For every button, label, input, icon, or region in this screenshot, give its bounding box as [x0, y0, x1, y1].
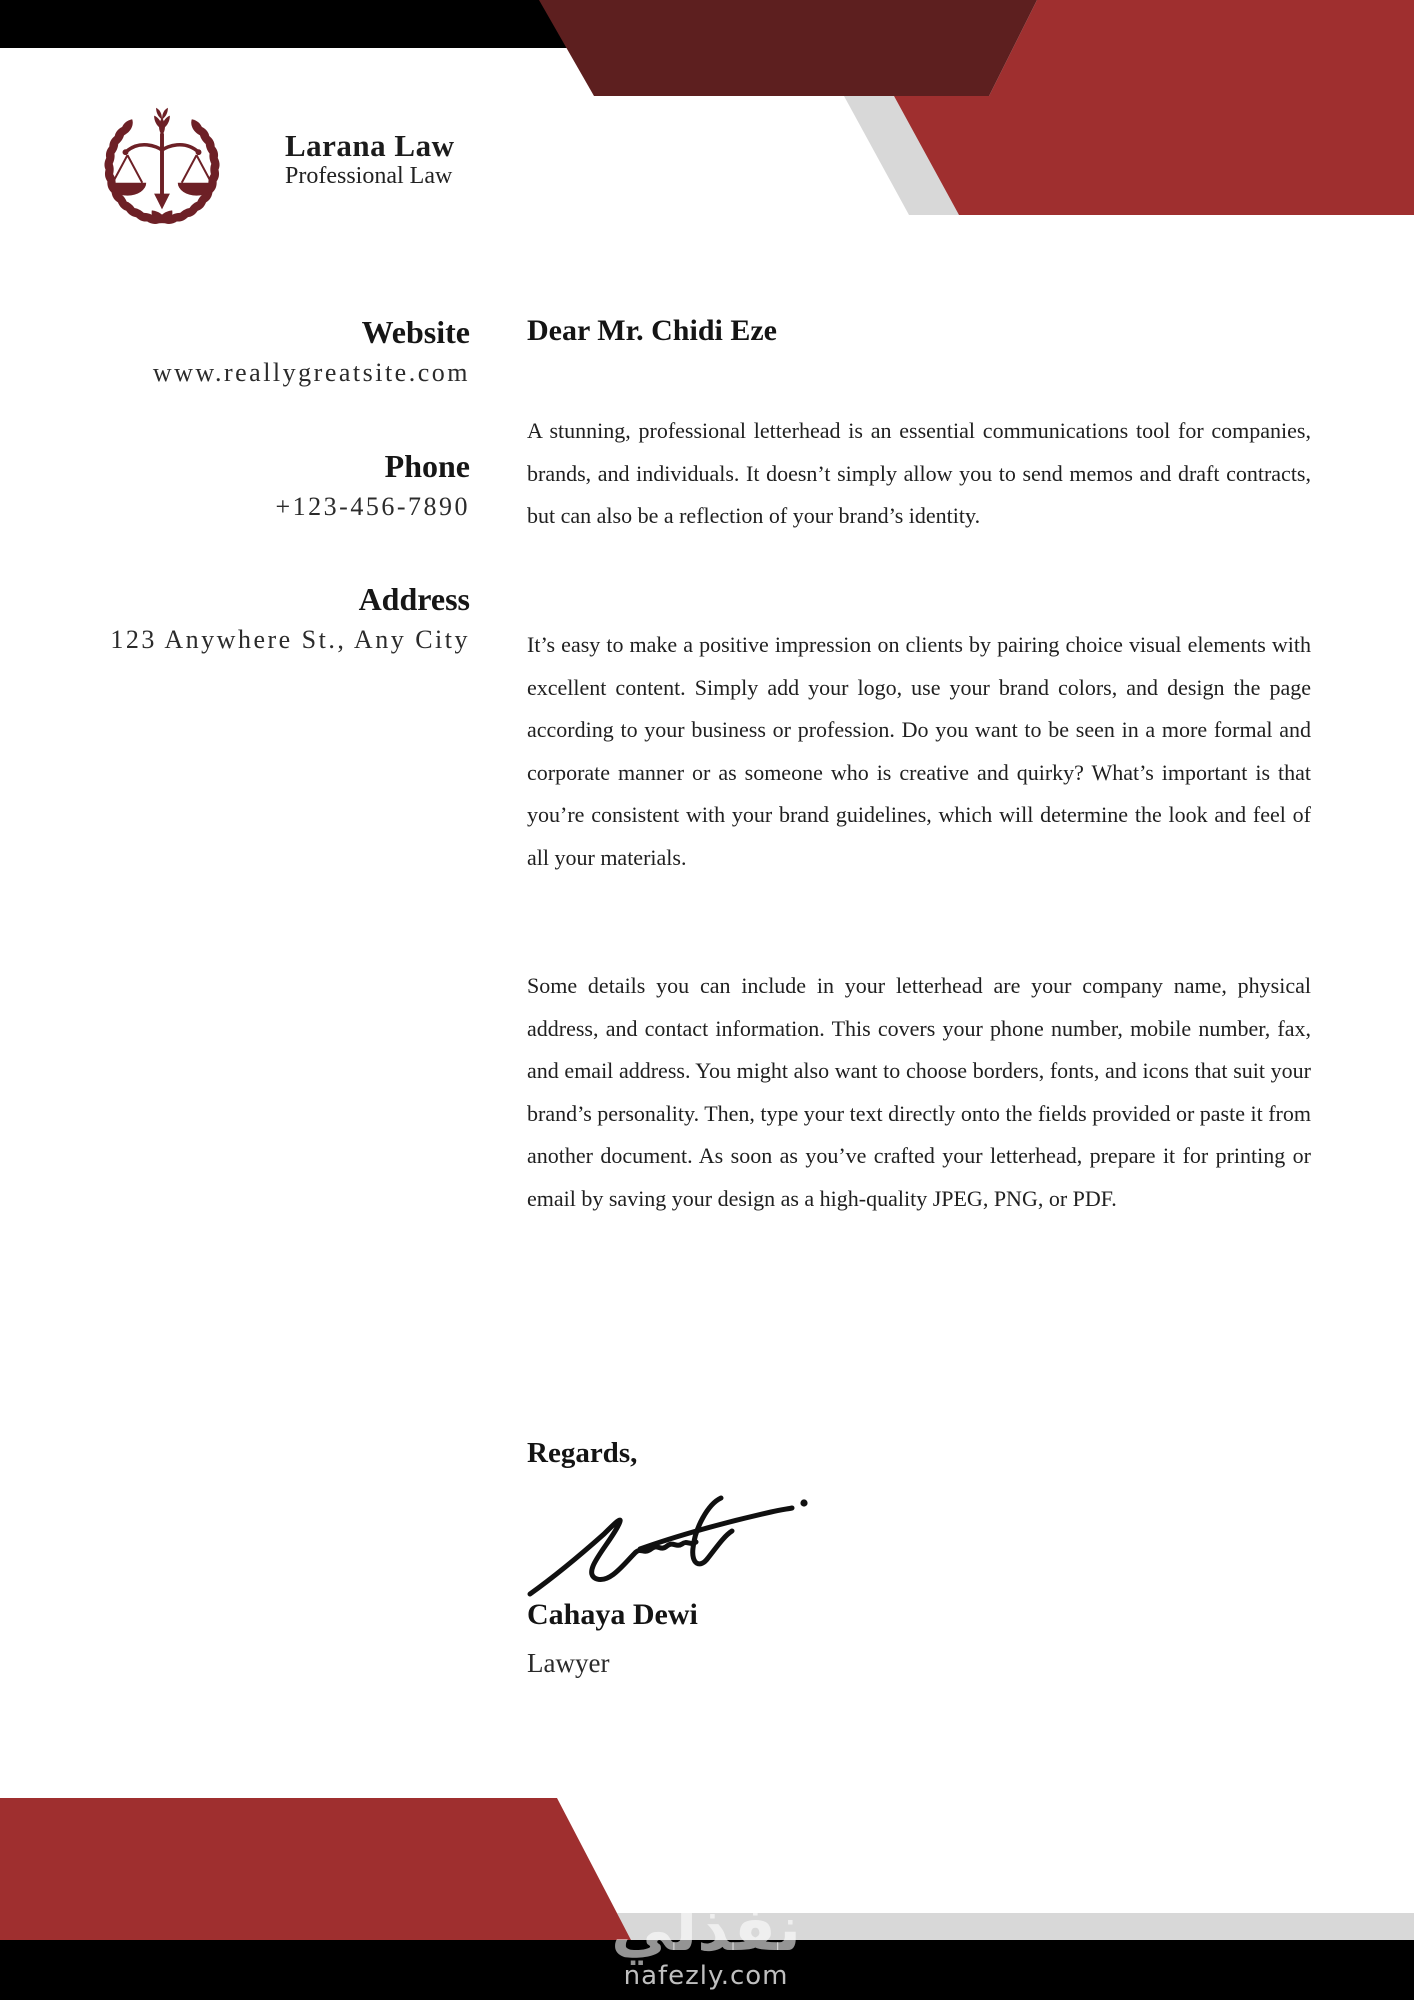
contact-group-address — [100, 579, 470, 657]
address-value: 123 Anywhere St., Any City — [110, 625, 470, 654]
brand-name: Larana Law — [285, 128, 455, 163]
letter-paragraph-3: Some details you can include in your letterhead are your company name, physical address, and contact information. This covers your phone number, mobile number, fax, and email address. You might also want to choose borders, fonts, and icons that suit your brand’s personality. Then, type your text directly onto the fields provided or paste it from another document. As soon as you’ve crafted your letterhead, prepare it for printing or email by saving your design as a high-quality JPEG, PNG, or PDF. — [527, 973, 1311, 1211]
header-dark-red-shape — [539, 0, 1037, 96]
contact-group-website — [100, 312, 470, 390]
footer-red-shape — [0, 1798, 631, 1940]
contact-group-phone — [100, 446, 470, 524]
signature-dot — [800, 1499, 807, 1506]
brand-tagline: Professional Law — [285, 163, 453, 189]
law-scales-wreath-logo-icon — [88, 90, 236, 238]
letter-paragraph-2: It’s easy to make a positive impression on clients by pairing choice visual elements with excellent content. Simply add your logo, use your brand colors, and design the page according to your business or profession. Do you want to be seen in a more formal and corporate manner or as someone who is creative and quirky? What’s important is that you’re consistent with your brand guidelines, which will determine the look and feel of all your materials. — [527, 632, 1311, 870]
website-label: Website — [361, 314, 470, 350]
signer-title: Lawyer — [527, 1648, 610, 1678]
watermark-site-url: nafezly.com — [623, 1961, 789, 1992]
signature-script-icon — [524, 1484, 816, 1602]
website-value: www.reallygreatsite.com — [152, 358, 470, 387]
watermark-arabic-logo: نفذلي — [611, 1892, 801, 1965]
letter-greeting: Dear Mr. Chidi Eze — [527, 314, 777, 347]
scales-of-justice — [109, 108, 216, 210]
site-watermark — [611, 1892, 801, 1992]
letter-paragraph-1: A stunning, professional letterhead is an essential communications tool for companies, brands, and individuals. It doesn’t simply allow you to send memos and draft contracts, but can also be a reflection of your brand’s identity. — [527, 418, 1311, 529]
phone-label: Phone — [384, 448, 470, 484]
phone-value: +123-456-7890 — [275, 492, 470, 521]
header-black-bar — [0, 0, 572, 48]
letter-closing: Regards, — [527, 1437, 638, 1469]
address-label: Address — [358, 581, 470, 617]
signer-name: Cahaya Dewi — [527, 1598, 698, 1631]
